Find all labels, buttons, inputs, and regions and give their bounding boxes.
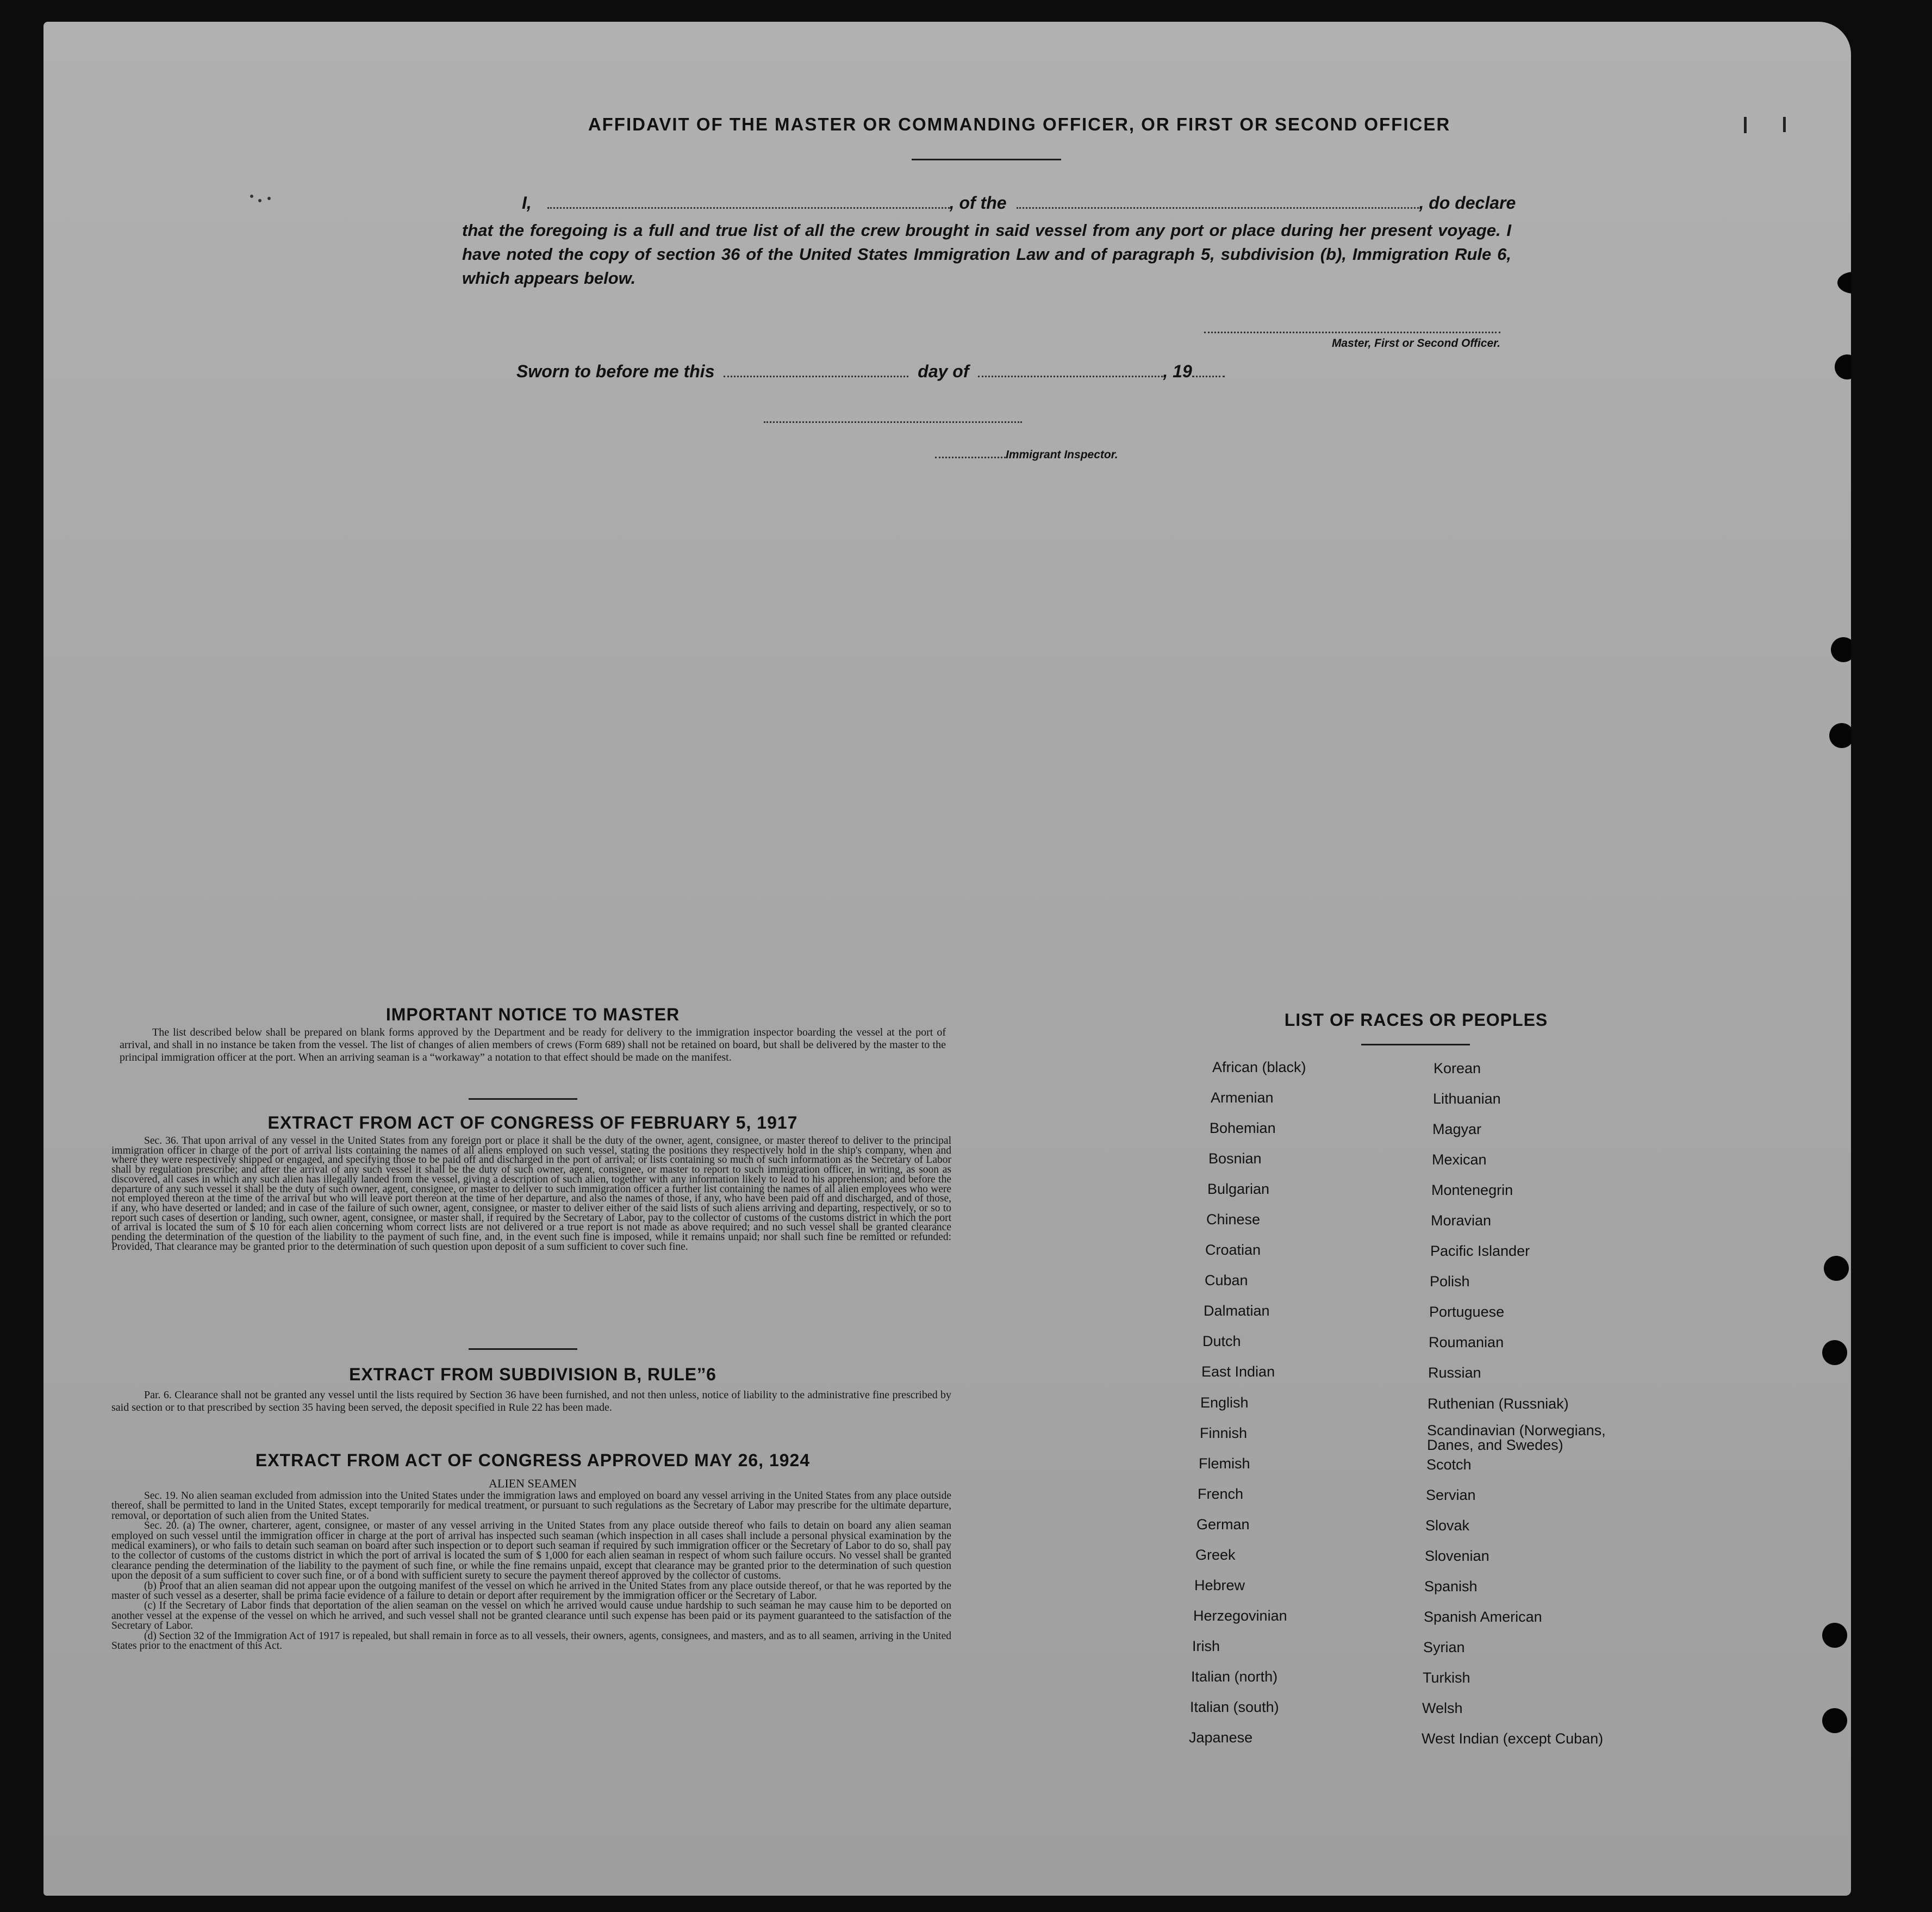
extract-1924-text <box>111 1491 951 1652</box>
notice-text <box>120 1026 946 1064</box>
vessel-field[interactable] <box>1017 207 1419 209</box>
sworn-day-field[interactable] <box>724 376 908 377</box>
declaration-body: that the foregoing is a full and true list of all the crew brought in said vessel from any port or place during her present voyage. I have noted the copy of section 36 of the United States Immigration Law and of paragraph 5, subdivision (b), Immigration Rule 6, which appears below. <box>462 221 1511 288</box>
inspector-signature-line[interactable] <box>764 421 1022 423</box>
race-left-item: Italian (north) <box>1191 1668 1278 1685</box>
race-left-item: English <box>1200 1394 1249 1411</box>
race-left-item: East Indian <box>1201 1363 1275 1380</box>
race-left-item: Dalmatian <box>1204 1303 1270 1319</box>
race-right-item: Spanish <box>1424 1578 1478 1595</box>
binder-hole <box>1824 1256 1849 1281</box>
inspector-label-row <box>935 449 1118 462</box>
race-left-item: Dutch <box>1202 1333 1241 1349</box>
decl-i: I, <box>522 193 532 213</box>
extract-1917-text <box>111 1136 951 1251</box>
race-left-item: Armenian <box>1211 1089 1274 1106</box>
alien-seamen-subtitle: ALIEN SEAMEN <box>489 1477 577 1490</box>
race-right-item: Scotch <box>1426 1456 1472 1473</box>
binder-hole <box>1822 1708 1847 1733</box>
notice-paragraph: The list described below shall be prepared on blank forms approved by the Department and be ready for delivery to the immigration inspector boarding the vessel at the port of arrival, and shall in no instance be taken from the vessel. The list of changes of alien members of crews (Form 689) shall not be retained on board, but shall be delivered by the master to the principal immigration officer at the port. When an arriving seaman is a “workaway” a notation to that effect should be made on the manifest. <box>120 1026 946 1063</box>
notice-rule <box>469 1098 577 1100</box>
binder-hole <box>1837 272 1851 294</box>
extract-1924-title: EXTRACT FROM ACT OF CONGRESS APPROVED MAY 26, 1924 <box>255 1450 811 1470</box>
sec19-paragraph: Sec. 19. No alien seaman excluded from admission into the United States under the immigration laws and employed on board any vessel arriving in the United States from any place outside thereof, shall be permitted to land in the United States, except temporarily for medical treatment, or pursuant to such regulations as the Secretary of Labor may prescribe for the ultimate departure, removal, or deportation of such alien from the United States. <box>111 1490 951 1522</box>
race-left-item: Finnish <box>1200 1425 1248 1441</box>
sec20a-paragraph: Sec. 20. (a) The owner, charterer, agent, consignee, or master of any vessel arriving in the United States from any place outside thereof who fails to detain on board any alien seaman employed on such vessel until the immigration officer in charge at the port of arrival has inspected such seaman (which inspection in all cases shall include a personal physical examination by the medical examiners), or who fails to detain such seaman on board after such inspection or to deport such seaman if required by such immigration officer or the Secretary of Labor to do so, shall pay to the collector of customs of the customs district in which the port of arrival is located the sum of $ 1,000 for each alien seaman in respect of whom such failure occurs. No vessel shall be granted clearance pending the determination of the liability to the payment of such fine, or while the fine remains unpaid, except that clearance may be granted prior to the determination of such question upon the deposit of a sum sufficient to cover such fine, or of a bond with sufficient surety to secure the payment thereof approved by the collector of customs. <box>111 1520 951 1582</box>
race-right-item: Servian <box>1426 1487 1476 1503</box>
race-left-item: Italian (south) <box>1190 1699 1279 1715</box>
master-label: Master, First or Second Officer. <box>1331 337 1500 350</box>
race-right-item: Spanish American <box>1424 1609 1542 1625</box>
inspector-dots <box>935 457 1006 458</box>
sworn-year: , 19 <box>1163 362 1192 381</box>
race-right-item: Welsh <box>1422 1700 1463 1716</box>
race-left-item: Cuban <box>1205 1272 1248 1288</box>
sworn-text: Sworn to before me this <box>516 362 715 381</box>
extract-1917-paragraph: Sec. 36. That upon arrival of any vessel in the United States from any foreign port or place it shall be the duty of the owner, agent, consignee, or master thereof to deliver to the principal immigration officer in charge of the port of arrival lists containing the names of all aliens employed on such vessel, stating the positions they respectively hold in the ship's company, when and where they were respectively shipped or engaged, and specifying those to be paid off and discharged in the port of arrival; or lists containing so much of such information as the Secretary of Labor shall by regulation prescribe; and after the arrival of any such vessel it shall be the duty of such owner, agent, consignee, or master to report to such immigration officer, in writing, as soon as discovered, all cases in which any such alien has illegally landed from the vessel, giving a description of such alien, together with any information likely to lead to his apprehension; and before the departure of any such vessel it shall be the duty of such owner, agent, consignee, or master to deliver to such immigration officer a further list containing the names of all alien employees who were not employed thereon at the time of the arrival but who will leave port thereon at the time of her departure, and also the names of those, if any, who have been paid off and discharged, and of those, if any, who have deserted or landed; and in case of the failure of such owner, agent, consignee, or master to deliver either of the said lists of such aliens arriving and departing, respectively, or so to report such cases of desertion or landing, such owner, agent, consignee, or master shall, if required by the Secretary of Labor, pay to the collector of customs of the customs district in which the port of arrival is located the sum of $ 10 for each alien concerning whom correct lists are not delivered or a true report is not made as above required; and no such vessel shall be granted clearance pending the determination of the question of the liability to the payment of such fine, and, in the event such fine is imposed, while it remains unpaid; nor shall such fine be remitted or refunded: Provided, That clearance may be granted prior to the determination of such question upon deposit of a sum sufficient to cover such fine. <box>111 1135 951 1253</box>
binder-hole <box>1829 723 1851 748</box>
sworn-dayof: day of <box>918 362 969 381</box>
sec20d-paragraph: (d) Section 32 of the Immigration Act of 1917 is repealed, but shall remain in force as to all vessels, their owners, agents, consignees, and masters, and as to all seamen, arriving in the United States prior to the enactment of this Act. <box>111 1630 951 1652</box>
race-left-item: Bohemian <box>1210 1120 1276 1136</box>
race-right-item: Scandinavian (Norwegians, Danes, and Swedes) <box>1427 1422 1606 1453</box>
race-right-item: Roumanian <box>1429 1334 1504 1350</box>
declaration-line <box>522 193 1555 213</box>
race-left-item: Flemish <box>1199 1455 1250 1472</box>
name-field[interactable] <box>547 207 950 209</box>
race-right-item: Korean <box>1434 1060 1481 1076</box>
race-left-item: French <box>1198 1486 1244 1502</box>
speck <box>250 195 253 198</box>
sworn-month-field[interactable] <box>978 376 1163 377</box>
race-right-item: Syrian <box>1423 1639 1465 1655</box>
sworn-line <box>516 362 1225 382</box>
races-rule <box>1361 1044 1470 1045</box>
title-rule <box>912 159 1061 160</box>
race-left-item: Bosnian <box>1208 1150 1262 1167</box>
rule6-text <box>111 1389 951 1414</box>
sec20b-paragraph: (b) Proof that an alien seaman did not appear upon the outgoing manifest of the vessel on which he arrived in the United States from any place outside thereof, or that he was reported by the master of such vessel as a deserter, shall be prima facie evidence of a failure to detain or deport after requirement by the immigration officer or the Secretary of Labor. <box>111 1580 951 1602</box>
race-right-item: Slovak <box>1425 1517 1470 1534</box>
form-page <box>43 22 1851 1896</box>
sworn-year-field[interactable] <box>1192 376 1225 377</box>
race-right-item: Russian <box>1428 1365 1481 1381</box>
corner-mark <box>1744 117 1747 133</box>
master-signature-line[interactable] <box>1204 332 1500 333</box>
race-left-item: Herzegovinian <box>1193 1608 1287 1624</box>
decl-of: , of the <box>949 193 1007 213</box>
race-right-item: Polish <box>1430 1273 1470 1290</box>
race-right-item: West Indian (except Cuban) <box>1422 1730 1604 1747</box>
race-right-item: Lithuanian <box>1433 1091 1501 1107</box>
inspector-label: Immigrant Inspector. <box>1006 449 1118 461</box>
race-left-item: Japanese <box>1189 1729 1253 1746</box>
race-right-item: Turkish <box>1423 1670 1470 1686</box>
race-left-item: Hebrew <box>1194 1577 1245 1593</box>
race-left-item: Croatian <box>1205 1242 1261 1258</box>
race-right-item: Montenegrin <box>1431 1182 1513 1198</box>
race-left-item: Chinese <box>1206 1211 1261 1228</box>
extract-1917-rule <box>469 1348 577 1350</box>
decl-declare: , do declare <box>1419 193 1516 213</box>
race-right-item: Moravian <box>1431 1212 1492 1229</box>
race-right-item: Slovenian <box>1425 1548 1489 1564</box>
sec20c-paragraph: (c) If the Secretary of Labor finds that deportation of the alien seaman on the vessel on which he arrived would cause undue hardship to such seaman he may cause him to be deported on another vessel at the expense of the vessel on which he arrived, and such vessel shall not be granted clearance until such expense has been paid or its payment guaranteed to the satisfaction of the Secretary of Labor. <box>111 1600 951 1632</box>
race-right-item: Portuguese <box>1429 1304 1505 1320</box>
notice-title: IMPORTANT NOTICE TO MASTER <box>385 1005 680 1024</box>
race-left-item: Greek <box>1195 1547 1236 1563</box>
race-left-item: German <box>1196 1516 1250 1533</box>
extract-1917-title: EXTRACT FROM ACT OF CONGRESS OF FEBRUARY 5, 1917 <box>267 1113 798 1132</box>
binder-hole <box>1831 637 1851 662</box>
race-left-item: Irish <box>1192 1638 1220 1654</box>
speck <box>258 199 261 202</box>
race-right-item: Pacific Islander <box>1430 1243 1530 1259</box>
binder-hole <box>1822 1340 1847 1365</box>
race-right-item: Magyar <box>1432 1121 1482 1137</box>
binder-hole <box>1822 1623 1847 1648</box>
affidavit-title: AFFIDAVIT OF THE MASTER OR COMMANDING OFFICER, OR FIRST OR SECOND OFFICER <box>588 114 1451 134</box>
race-left-item: African (black) <box>1212 1059 1306 1075</box>
binder-hole <box>1835 354 1851 379</box>
race-right-item: Ruthenian (Russniak) <box>1428 1396 1569 1412</box>
rule6-title: EXTRACT FROM SUBDIVISION B, RULEˮ6 <box>349 1365 716 1384</box>
race-right-item: Mexican <box>1432 1151 1487 1168</box>
races-title: LIST OF RACES OR PEOPLES <box>1284 1010 1548 1030</box>
speck <box>267 197 271 200</box>
corner-mark <box>1783 117 1786 132</box>
rule6-paragraph: Par. 6. Clearance shall not be granted any vessel until the lists required by Section 36 have been furnished, and not then unless, notice of liability to the administrative fine prescribed by said section or to that prescribed by section 35 having been served, the deposit specified in Rule 22 has been made. <box>111 1389 951 1413</box>
race-left-item: Bulgarian <box>1207 1181 1270 1197</box>
